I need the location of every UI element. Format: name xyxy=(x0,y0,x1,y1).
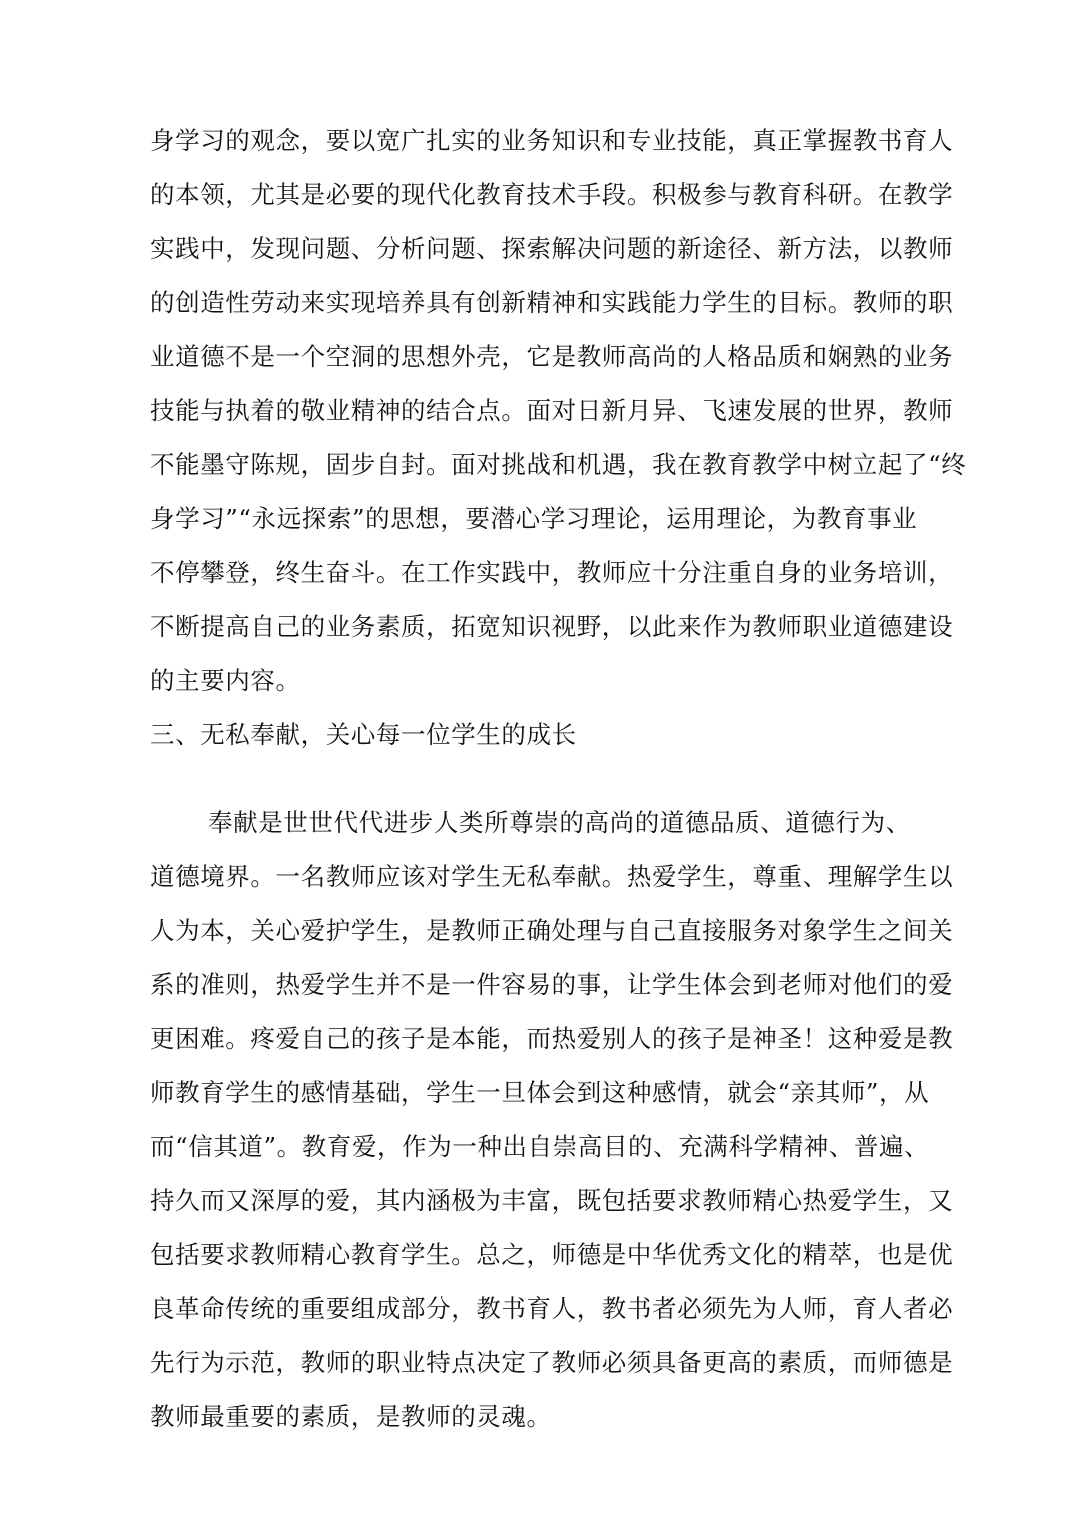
paragraph-line: 人为本，关心爱护学生，是教师正确处理与自己直接服务对象学生之间关 xyxy=(150,916,954,945)
paragraph-line: 师教育学生的感情基础，学生一旦体会到这种感情，就会“亲其师”，从 xyxy=(150,1078,930,1107)
paragraph-line: 技能与执着的敬业精神的结合点。面对日新月异、飞速发展的世界，教师 xyxy=(150,396,954,425)
section-heading: 三、无私奉献，关心每一位学生的成长 xyxy=(150,720,577,749)
paragraph-line: 的本领，尤其是必要的现代化教育技术手段。积极参与教育科研。在教学 xyxy=(150,180,954,209)
paragraph-line: 道德境界。一名教师应该对学生无私奉献。热爱学生，尊重、理解学生以 xyxy=(150,862,954,891)
paragraph-line: 先行为示范，教师的职业特点决定了教师必须具备更高的素质，而师德是 xyxy=(150,1348,954,1377)
paragraph-line: 持久而又深厚的爱，其内涵极为丰富，既包括要求教师精心热爱学生，又 xyxy=(150,1186,954,1215)
paragraph-line: 实践中，发现问题、分析问题、探索解决问题的新途径、新方法，以教师 xyxy=(150,234,954,263)
paragraph-line: 业道德不是一个空洞的思想外壳，它是教师高尚的人格品质和娴熟的业务 xyxy=(150,342,954,371)
paragraph-line: 不停攀登，终生奋斗。在工作实践中，教师应十分注重自身的业务培训， xyxy=(150,558,954,587)
paragraph-line: 身学习”“永远探索”的思想，要潜心学习理论，运用理论，为教育事业 xyxy=(150,504,918,533)
paragraph-line: 而“信其道”。教育爱，作为一种出自崇高目的、充满科学精神、普遍、 xyxy=(150,1132,930,1161)
paragraph-line: 教师最重要的素质，是教师的灵魂。 xyxy=(150,1402,552,1431)
paragraph-line: 不断提高自己的业务素质，拓宽知识视野，以此来作为教师职业道德建设 xyxy=(150,612,954,641)
paragraph-line: 的创造性劳动来实现培养具有创新精神和实践能力学生的目标。教师的职 xyxy=(150,288,954,317)
paragraph-line: 系的准则，热爱学生并不是一件容易的事，让学生体会到老师对他们的爱 xyxy=(150,970,954,999)
paragraph-line: 身学习的观念，要以宽广扎实的业务知识和专业技能，真正掌握教书育人 xyxy=(150,126,954,155)
paragraph-line: 更困难。疼爱自己的孩子是本能，而热爱别人的孩子是神圣！这种爱是教 xyxy=(150,1024,954,1053)
paragraph-line: 奉献是世世代代进步人类所尊崇的高尚的道德品质、道德行为、 xyxy=(208,808,911,837)
paragraph-line: 包括要求教师精心教育学生。总之，师德是中华优秀文化的精萃，也是优 xyxy=(150,1240,954,1269)
paragraph-line: 良革命传统的重要组成部分，教书育人，教书者必须先为人师，育人者必 xyxy=(150,1294,954,1323)
paragraph-line: 不能墨守陈规，固步自封。面对挑战和机遇，我在教育教学中树立起了“终 xyxy=(150,450,967,479)
paragraph-line: 的主要内容。 xyxy=(150,666,301,695)
